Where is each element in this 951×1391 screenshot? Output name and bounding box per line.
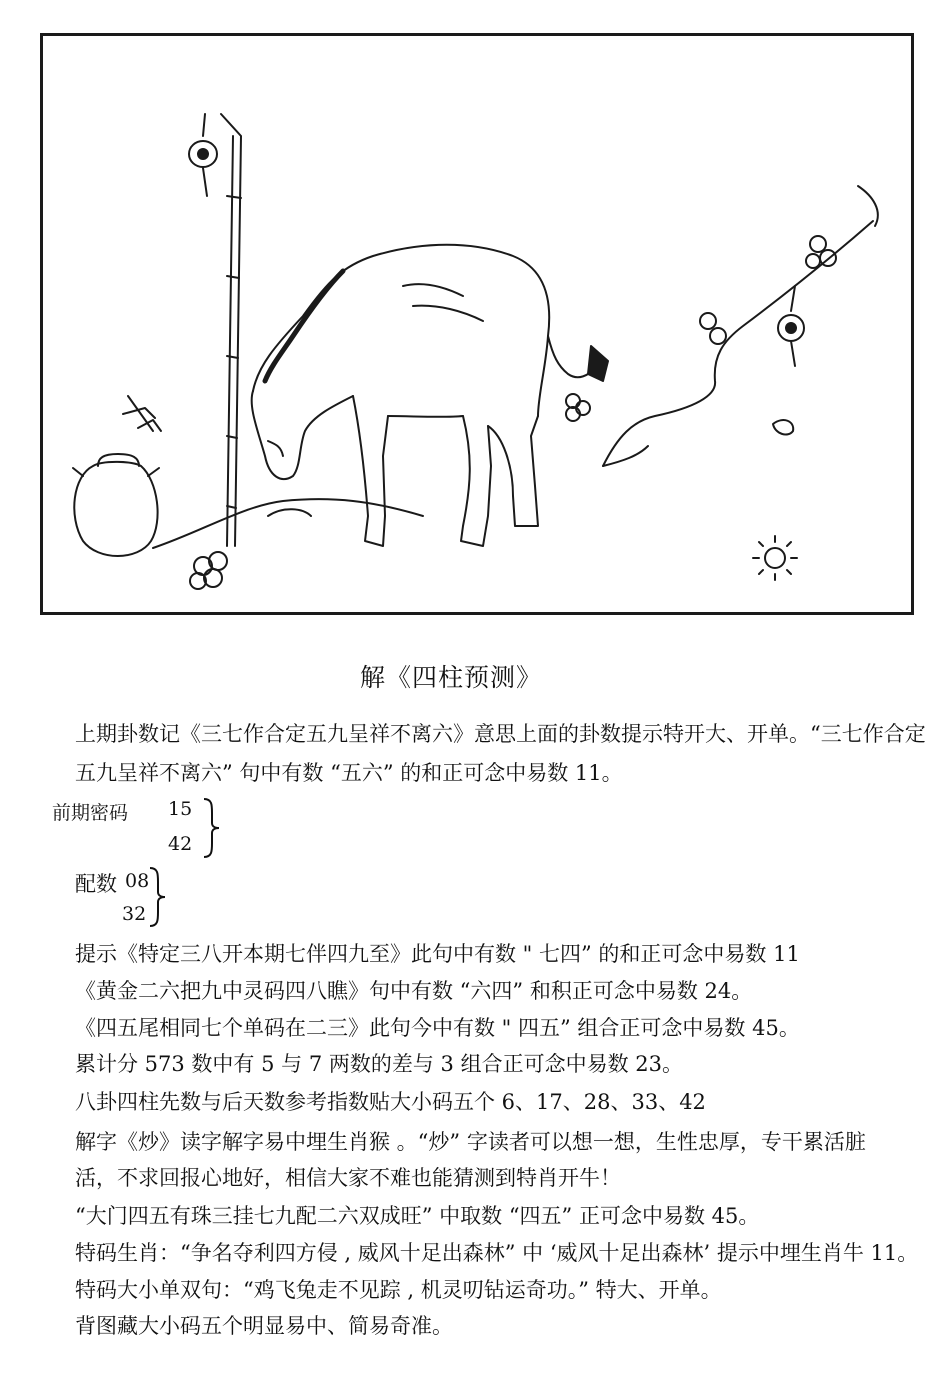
text-line: 背图藏大小码五个明显易中、简易奇准。 [75,1314,453,1338]
text-line: 提示《特定三八开本期七伴四九至》此句中有数 " 七四” 的和正可念中易数 11 [75,942,800,966]
prev-code-value: 15 [168,798,193,820]
donkey [252,245,608,546]
hanging-coin-right-icon [778,286,804,366]
text-line: 解字《炒》读字解字易中埋生肖猴 。“炒” 字读者可以想一想，生性忠厚，专干累活脏 [75,1130,866,1154]
prev-code-label: 前期密码 [52,802,129,824]
brace-icon [200,797,222,859]
pair-value: 08 [125,870,150,892]
jar-icon [73,454,159,556]
beetle-icon [773,420,793,434]
brace-icon [146,866,168,928]
pair-value: 32 [122,903,147,925]
sun-icon [753,536,797,580]
page-title: 解《四柱预测》 [360,663,543,692]
illustration-frame [40,33,914,615]
text-line: 《四五尾相同七个单码在二三》此句今中有数 " 四五” 组合正可念中易数 45。 [75,1016,800,1040]
dragonfly-icon [123,396,161,431]
text-line: 八卦四柱先数与后天数参考指数贴大小码五个 6、17、28、33、42 [75,1090,706,1114]
text-line: “大门四五有珠三挂七九配二六双成旺” 中取数 “四五” 正可念中易数 45。 [75,1204,760,1228]
paragraph-line: 上期卦数记《三七作合定五九呈祥不离六》意思上面的卦数提示特开大、开单。“三七作合定 [75,722,926,746]
text-line: 累计分 573 数中有 5 与 7 两数的差与 3 组合正可念中易数 23。 [75,1052,683,1076]
pair-label: 配数 [75,872,117,896]
prev-code-value: 42 [168,833,193,855]
text-line: 特码大小单双句：“鸡飞兔走不见踪 , 机灵叨钻运奇功。” 特大、开单。 [75,1278,722,1302]
donkey-illustration [43,36,911,612]
text-line: 特码生肖：“争名夺利四方侵 , 威风十足出森林” 中 ‘威风十足出森林’ 提示中埋生肖牛 11。 [75,1241,919,1265]
text-line: 活，不求回报心地好，相信大家不难也能猜测到特肖开牛！ [75,1166,621,1190]
bamboo-pole [221,114,241,546]
hanging-coin-left-icon [189,114,217,196]
plum-branch [603,186,878,466]
paragraph-line: 五九呈祥不离六” 句中有数 “五六” 的和正可念中易数 11。 [75,761,623,785]
flower-icon [190,394,590,589]
text-line: 《黄金二六把九中灵码四八瞧》句中有数 “六四” 和积正可念中易数 24。 [75,979,753,1003]
